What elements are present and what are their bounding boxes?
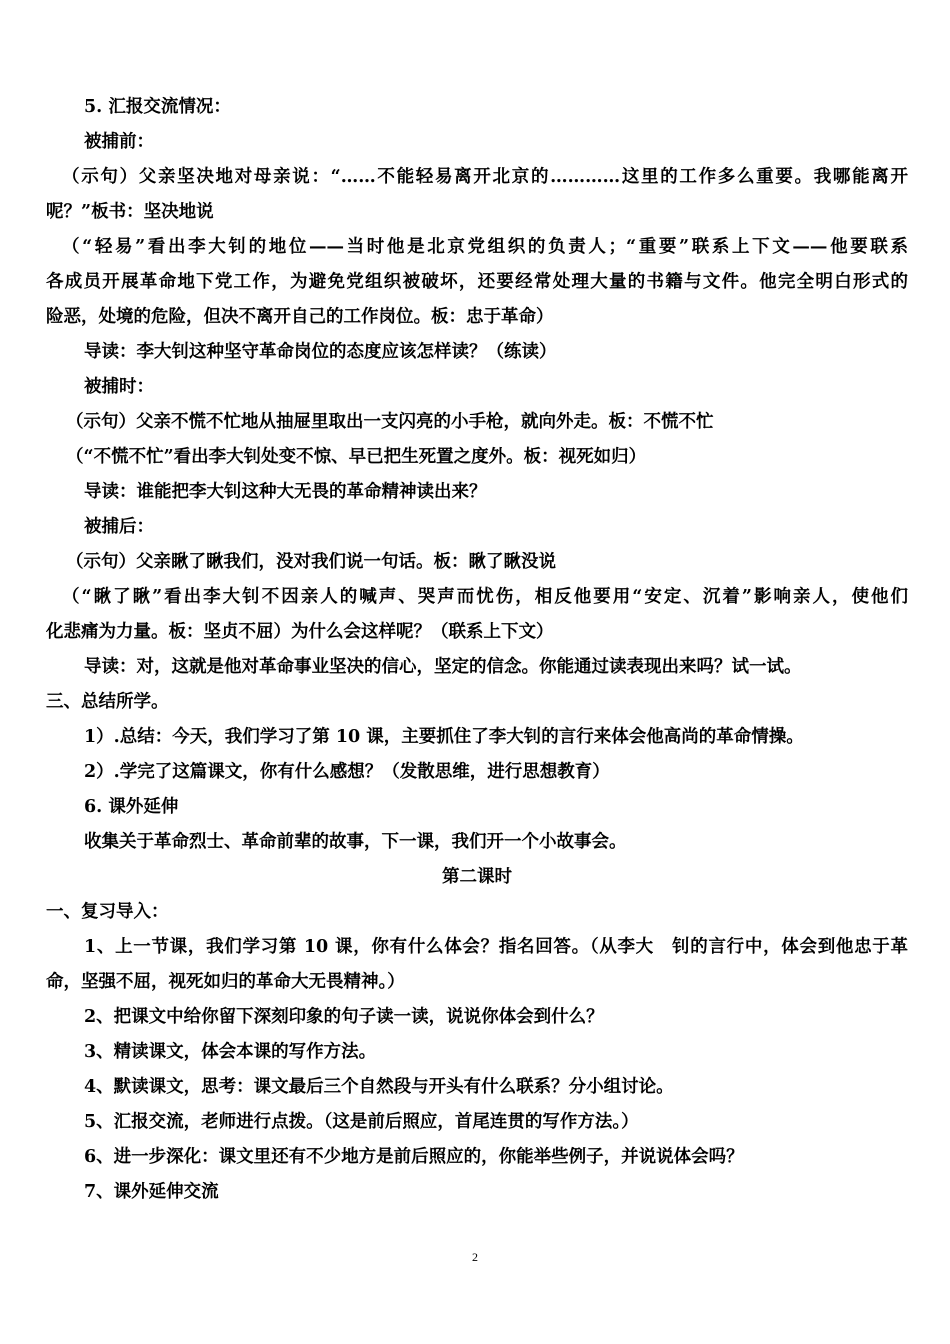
text-line: （“轻易”看出李大钊的地位——当时他是北京党组织的负责人；“重要”联系上下文——他要联系	[62, 237, 908, 257]
text-line: 2、把课文中给你留下深刻印象的句子读一读，说说你体会到什么？	[84, 1007, 604, 1027]
text-line: 6. 课外延伸	[84, 797, 179, 817]
text-line: 被捕时：	[84, 377, 154, 397]
section-heading: 三、总结所学。	[46, 692, 169, 712]
section-heading: 一、复习导入：	[46, 902, 169, 922]
text-line: 被捕后：	[84, 517, 154, 537]
text-line: 6、进一步深化：课文里还有不少地方是前后照应的，你能举些例子，并说说体会吗？	[84, 1147, 744, 1167]
text-line: （示句）父亲瞅了瞅我们，没对我们说一句话。板：瞅了瞅没说	[66, 552, 556, 572]
text-line: 5、汇报交流，老师进行点拨。（这是前后照应，首尾连贯的写作方法。）	[84, 1112, 639, 1132]
text-line: （示句）父亲坚决地对母亲说：“……不能轻易离开北京的…………这里的工作多么重要。我哪能离开	[62, 167, 908, 187]
text-line: 导读：李大钊这种坚守革命岗位的态度应该怎样读？（练读）	[84, 342, 557, 362]
heading-report: 5. 汇报交流情况：	[84, 97, 231, 117]
text-line: 7、课外延伸交流	[84, 1182, 219, 1202]
text-line: 被捕前：	[84, 132, 154, 152]
text-line: 险恶，处境的危险，但决不离开自己的工作岗位。板：忠于革命）	[46, 307, 554, 327]
text-line: 1）.总结：今天，我们学习了第 10 课，主要抓住了李大钊的言行来体会他高尚的革命情操。	[84, 727, 804, 747]
text-line: 导读：谁能把李大钊这种大无畏的革命精神读出来？	[84, 482, 487, 502]
text-line: 4、默读课文，思考：课文最后三个自然段与开头有什么联系？分小组讨论。	[84, 1077, 674, 1097]
text-line: （“瞅了瞅”看出李大钊不因亲人的喊声、哭声而忧伤，相反他要用“安定、沉着”影响亲人，使他们	[62, 587, 908, 607]
page-number: 2	[472, 1250, 478, 1264]
text-line: 3、精读课文，体会本课的写作方法。	[84, 1042, 377, 1062]
text-line: （示句）父亲不慌不忙地从抽屉里取出一支闪亮的小手枪，就向外走。板：不慌不忙	[66, 412, 714, 432]
text-line: 化悲痛为力量。板：坚贞不屈）为什么会这样呢？（联系上下文）	[46, 622, 554, 642]
text-line: 收集关于革命烈士、革命前辈的故事，下一课，我们开一个小故事会。	[84, 832, 627, 852]
text-line: 呢？”板书：坚决地说	[46, 202, 214, 222]
text-line: 2）.学完了这篇课文，你有什么感想？（发散思维，进行思想教育）	[84, 762, 610, 782]
text-line: （“不慌不忙”看出李大钊处变不惊、早已把生死置之度外。板：视死如归）	[66, 447, 647, 467]
text-line: 导读：对，这就是他对革命事业坚决的信心，坚定的信念。你能通过读表现出来吗？试一试。	[84, 657, 802, 677]
lesson-title: 第二课时	[442, 867, 512, 887]
text-line: 各成员开展革命地下党工作，为避免党组织被破坏，还要经常处理大量的书籍与文件。他完全明白形式的	[46, 272, 908, 292]
text-line: 1、上一节课，我们学习第 10 课，你有什么体会？指名回答。（从李大 钊的言行中，体会到他忠于革	[84, 937, 908, 957]
text-line: 命，坚强不屈，视死如归的革命大无畏精神。）	[46, 972, 405, 992]
